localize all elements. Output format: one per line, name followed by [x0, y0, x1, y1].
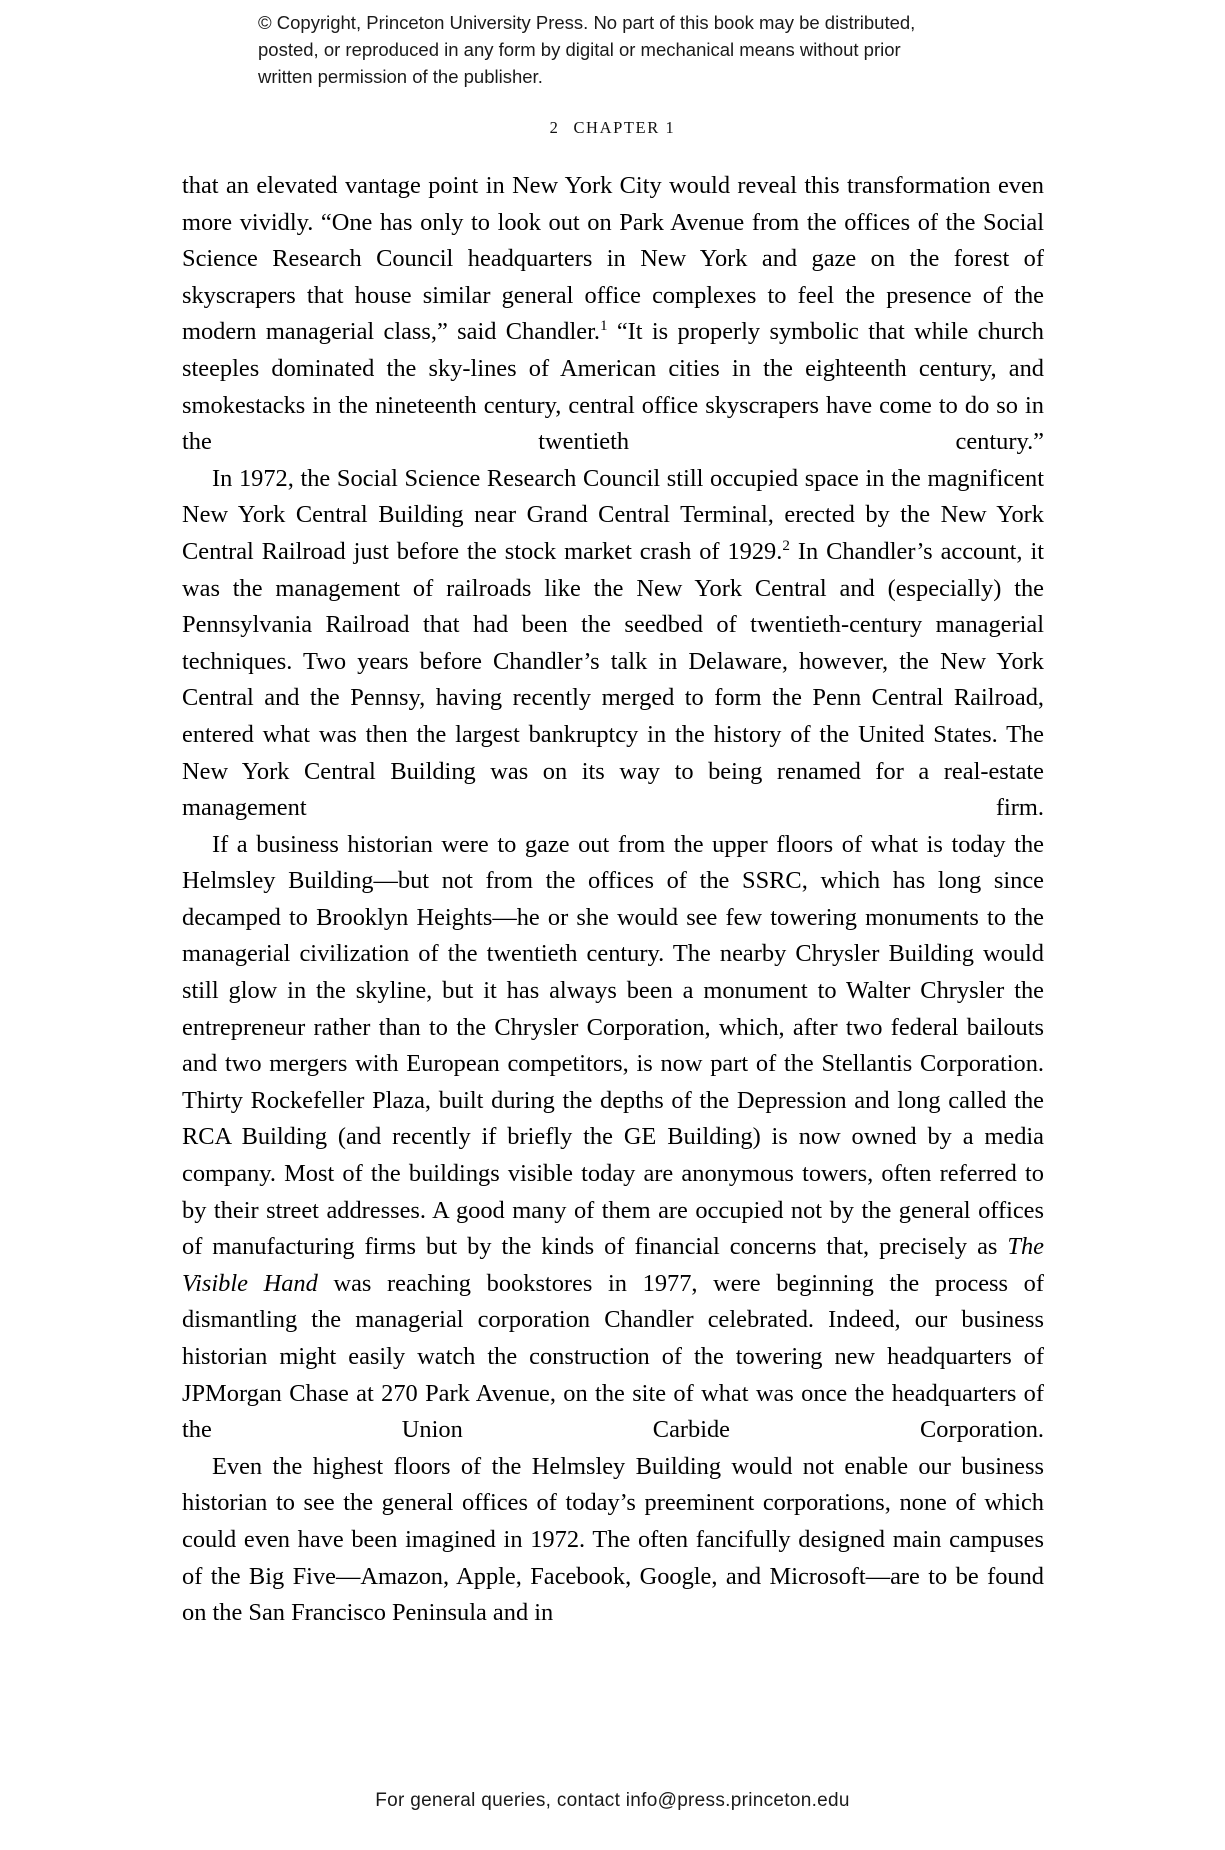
footer-notice: For general queries, contact info@press.princeton.edu [375, 1790, 850, 1811]
footnote-marker[interactable]: 1 [599, 318, 608, 335]
copyright-notice: © Copyright, Princeton University Press. No part of this book may be distributed, posted, or reproduced in any form by digital or mechanical means without prior written permission of the publisher. [258, 12, 916, 87]
running-head [0, 118, 1225, 138]
paragraph: Even the highest floors of the Helmsley Building would not enable our business historian to see the general offices of today’s preeminent corporations, none of which could even have been imagined in 1972. The often fancifully designed main campuses of the Big Five—Amazon, Apple, Facebook, Google, and Microsoft—are to be found on the San Francisco Peninsula and in [182, 1452, 1044, 1627]
paragraph: In 1972, the Social Science Research Council still occupied space in the magnificent New York Central Building near Grand Central Terminal, erected by the New York Central Railroad just before the stock market crash of 1929.$^2$ In Chandler’s account, it was the management of railroads like the New York Central and (especially) the Pennsylvania Railroad that had been the seedbed of twentieth-century managerial techniques. Two years before Chandler’s talk in Delaware, however, the New York Central and the Pennsy, having recently merged to form the Penn Central Railroad, entered what was then the largest bankruptcy in the history of the United States. The New York Central Building was on its way to being renamed for a real-estate management firm. [182, 464, 1044, 822]
chapter-label: CHAPTER 1 [573, 118, 676, 137]
paragraph: that an elevated vantage point in New York City would reveal this transformation even more vividly. “One has only to look out on Park Avenue from the offices of the Social Science Research Council headquarters in New York and gaze on the forest of skyscrapers that house similar general office complexes to feel the presence of the modern managerial class,” said Chandler.$^1$ “It is properly symbolic that while church steeples dominated the sky-lines of American cities in the eighteenth century, and smokestacks in the nineteenth century, central office skyscrapers have come to do so in the twentieth century.” [182, 172, 1044, 456]
book-title: The Visible Hand [182, 1233, 1044, 1297]
paragraph: If a business historian were to gaze out from the upper floors of what is today the Helmsley Building—but not from the offices of the SSRC, which has long since decamped to Brooklyn Heights—he or she would see few towering monuments to the managerial civilization of the twentieth century. The nearby Chrysler Building would still glow in the skyline, but it has always been a monument to Walter Chrysler the entrepreneur rather than to the Chrysler Corporation, which, after two federal bailouts and two mergers with European competitors, is now part of the Stellantis Corporation. Thirty Rockefeller Plaza, built during the depths of the Depression and long called the RCA Building (and recently if briefly the GE Building) is now owned by a media company. Most of the buildings visible today are anonymous towers, often referred to by their street addresses. A good many of them are occupied not by the general offices of manufacturing firms but by the kinds of financial concerns that, precisely as The Visible Hand was reaching bookstores in 1977, were beginning the process of dismantling the managerial corporation Chandler celebrated. Indeed, our business historian might easily watch the construction of the towering new headquarters of JPMorgan Chase at 270 Park Avenue, on the site of what was once the headquarters of the Union Carbide Corporation. [182, 830, 1045, 1444]
footnote-marker[interactable]: 2 [782, 537, 790, 554]
page-number: 2 [549, 118, 560, 137]
body-text [182, 168, 1044, 1632]
